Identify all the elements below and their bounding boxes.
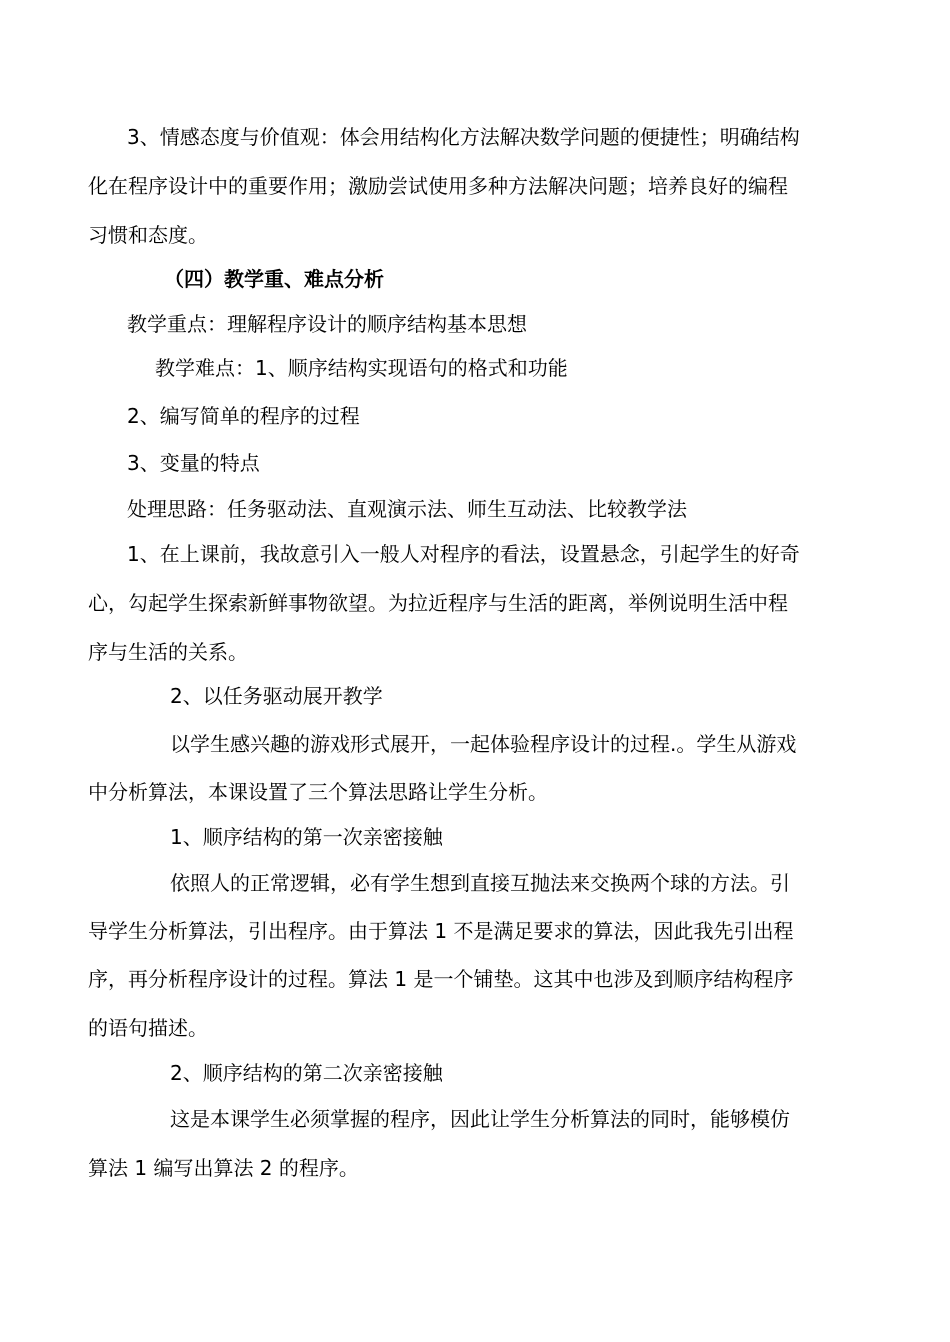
difficulty-item: 2、编写简单的程序的过程 xyxy=(127,404,360,428)
difficulty-line: 教学难点：1、顺序结构实现语句的格式和功能 xyxy=(155,356,568,380)
subheading-line: 2、以任务驱动展开教学 xyxy=(170,684,383,708)
paragraph-line: 的语句描述。 xyxy=(88,1016,208,1040)
key-point-line: 教学重点：理解程序设计的顺序结构基本思想 xyxy=(127,312,527,336)
paragraph-line: 中分析算法，本课设置了三个算法思路让学生分析。 xyxy=(88,780,548,804)
paragraph-line: 这是本课学生必须掌握的程序，因此让学生分析算法的同时，能够模仿 xyxy=(170,1107,790,1131)
paragraph-line: 1、在上课前，我故意引入一般人对程序的看法，设置悬念，引起学生的好奇 xyxy=(127,542,800,566)
paragraph-line: 化在程序设计中的重要作用；激励尝试使用多种方法解决问题；培养良好的编程 xyxy=(88,174,788,198)
paragraph-line: 导学生分析算法，引出程序。由于算法 1 不是满足要求的算法，因此我先引出程 xyxy=(88,919,794,943)
approach-line: 处理思路：任务驱动法、直观演示法、师生互动法、比较教学法 xyxy=(127,497,687,521)
subheading-line: 2、顺序结构的第二次亲密接触 xyxy=(170,1061,443,1085)
subheading-line: 1、顺序结构的第一次亲密接触 xyxy=(170,825,443,849)
difficulty-item: 3、变量的特点 xyxy=(127,451,260,475)
section-heading: （四）教学重、难点分析 xyxy=(164,267,384,291)
paragraph-line: 算法 1 编写出算法 2 的程序。 xyxy=(88,1156,359,1180)
paragraph-line: 心，勾起学生探索新鲜事物欲望。为拉近程序与生活的距离，举例说明生活中程 xyxy=(88,591,788,615)
paragraph-line: 序与生活的关系。 xyxy=(88,640,248,664)
paragraph-line: 依照人的正常逻辑，必有学生想到直接互抛法来交换两个球的方法。引 xyxy=(170,871,790,895)
paragraph-line: 3、情感态度与价值观：体会用结构化方法解决数学问题的便捷性；明确结构 xyxy=(127,125,800,149)
paragraph-line: 序，再分析程序设计的过程。算法 1 是一个铺垫。这其中也涉及到顺序结构程序 xyxy=(88,967,794,991)
paragraph-line: 习惯和态度。 xyxy=(88,223,208,247)
paragraph-line: 以学生感兴趣的游戏形式展开，一起体验程序设计的过程.。学生从游戏 xyxy=(170,732,797,756)
